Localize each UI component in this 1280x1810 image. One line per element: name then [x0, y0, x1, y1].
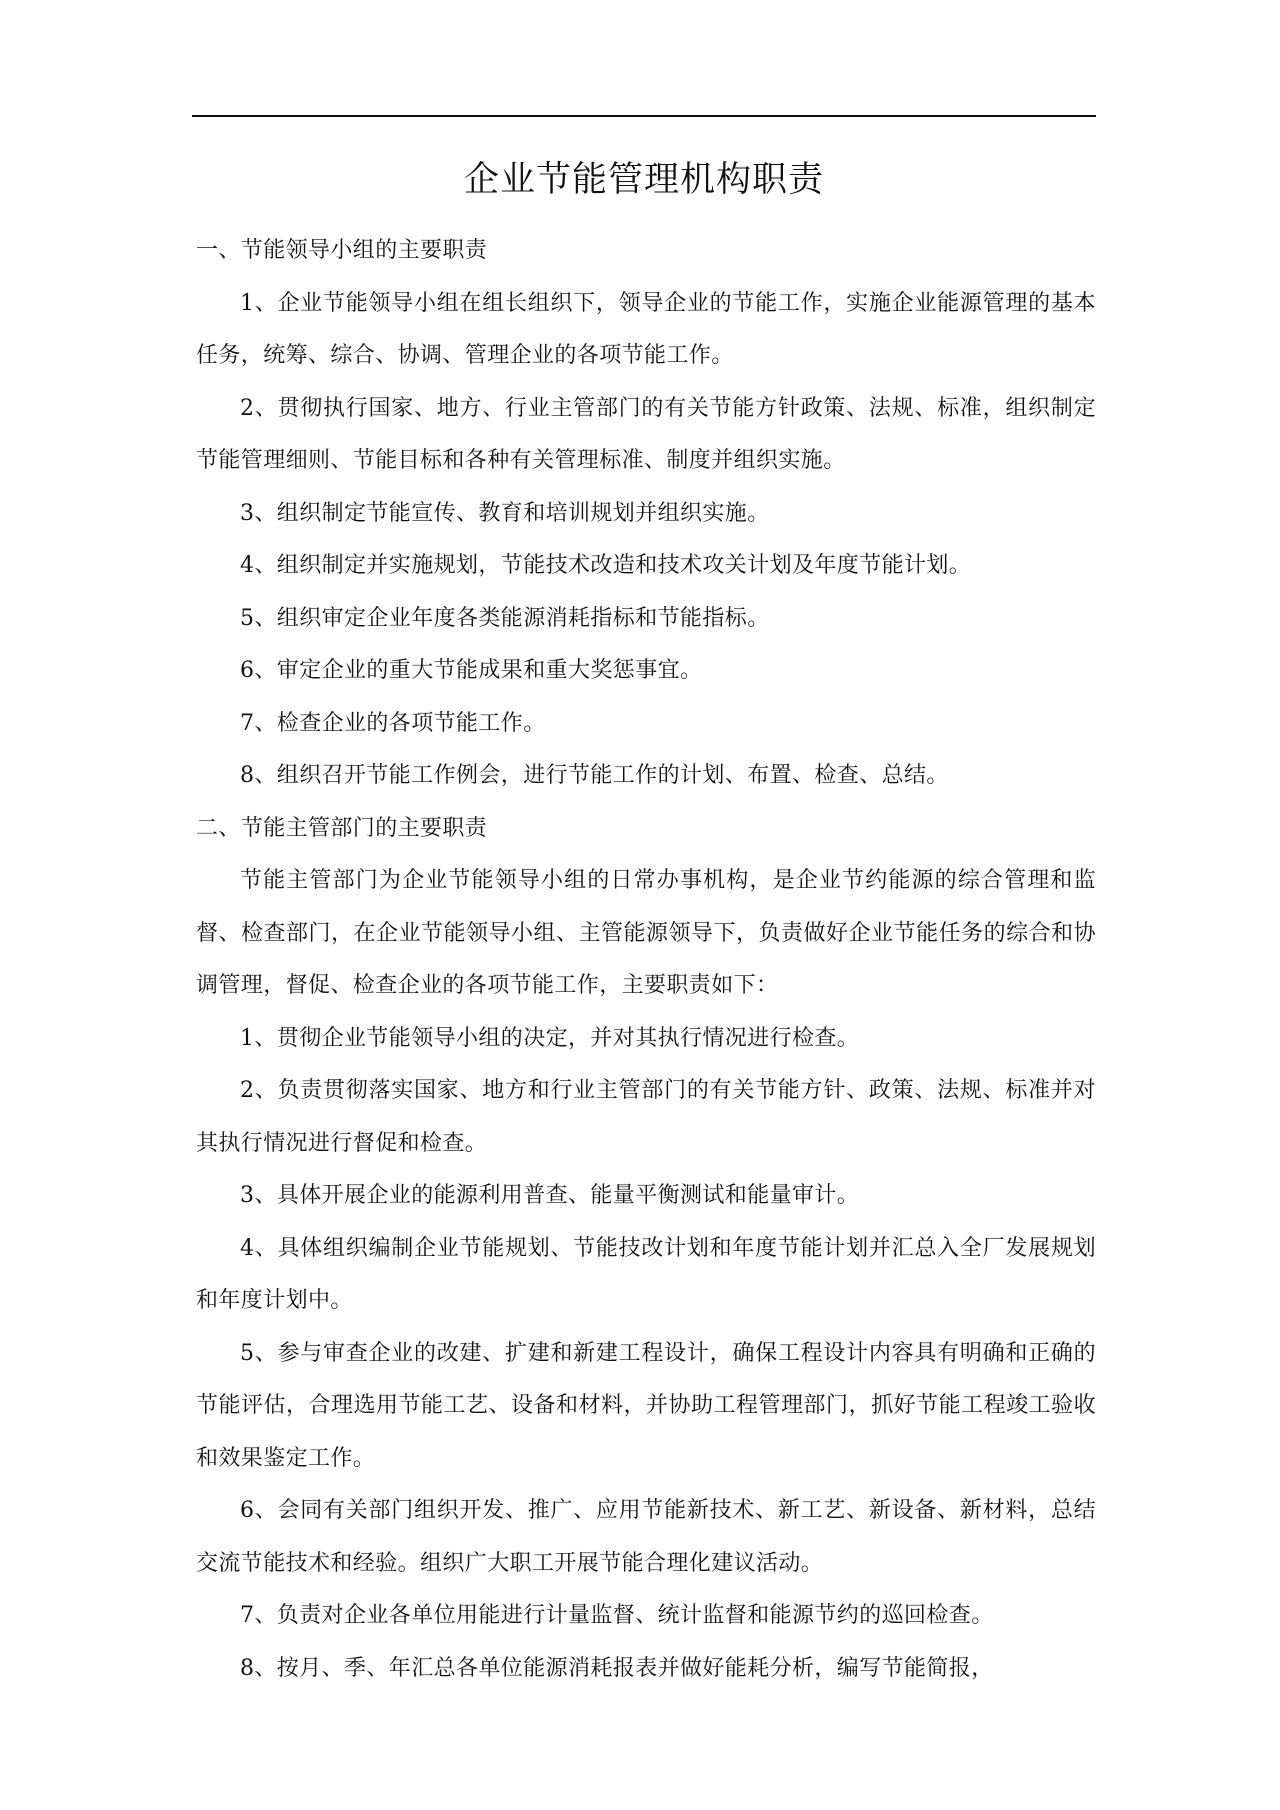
section1-item: 4、组织制定并实施规划，节能技术改造和技术攻关计划及年度节能计划。 — [240, 553, 972, 578]
section2-item: 3、具体开展企业的能源利用普查、能量平衡测试和能量审计。 — [240, 1183, 860, 1208]
section2-item: 8、按月、季、年汇总各单位能源消耗报表并做好能耗分析，编写节能简报， — [240, 1655, 994, 1681]
section2-item: 1、贯彻企业节能领导小组的决定，并对其执行情况进行检查。 — [240, 1025, 860, 1051]
document-body — [196, 225, 1096, 1695]
section-heading-2: 二、节能主管部门的主要职责 — [196, 815, 488, 841]
section1-item: 5、组织审定企业年度各类能源消耗指标和节能指标。 — [240, 605, 770, 631]
section1-item: 7、检查企业的各项节能工作。 — [240, 710, 546, 736]
section2-item: 5、参与审查企业的改建、扩建和新建工程设计，确保工程设计内容具有明确和正确的节能评估，合理选用节能工艺、设备和材料，并协助工程管理部门，抓好节能工程竣工验收和效果鉴定工作。 — [196, 1340, 1096, 1471]
section2-item: 4、具体组织编制企业节能规划、节能技改计划和年度节能计划并汇总入全厂发展规划和年度计划中。 — [196, 1235, 1096, 1313]
section2-intro: 节能主管部门为企业节能领导小组的日常办事机构，是企业节约能源的综合管理和监督、检查部门，在企业节能领导小组、主管能源领导下，负责做好企业节能任务的综合和协调管理，督促、检查企业的各项节能工作，主要职责如下： — [196, 868, 1096, 998]
section1-item: 3、组织制定节能宣传、教育和培训规划并组织实施。 — [240, 500, 770, 526]
header-rule — [192, 115, 1096, 117]
document-title: 企业节能管理机构职责 — [463, 160, 824, 200]
section1-item: 2、贯彻执行国家、地方、行业主管部门的有关节能方针政策、法规、标准，组织制定节能管理细则、节能目标和各种有关管理标准、制度并组织实施。 — [196, 395, 1096, 473]
section1-item: 6、审定企业的重大节能成果和重大奖惩事宜。 — [240, 658, 703, 683]
section1-item: 1、企业节能领导小组在组长组织下，领导企业的节能工作，实施企业能源管理的基本任务，统筹、综合、协调、管理企业的各项节能工作。 — [196, 290, 1096, 368]
section2-item: 7、负责对企业各单位用能进行计量监督、统计监督和能源节约的巡回检查。 — [240, 1603, 994, 1628]
section2-item: 2、负责贯彻落实国家、地方和行业主管部门的有关节能方针、政策、法规、标准并对其执行情况进行督促和检查。 — [196, 1078, 1096, 1156]
section1-item: 8、组织召开节能工作例会，进行节能工作的计划、布置、检查、总结。 — [240, 763, 949, 788]
section-heading-1: 一、节能领导小组的主要职责 — [196, 238, 488, 263]
section2-item: 6、会同有关部门组织开发、推广、应用节能新技术、新工艺、新设备、新材料，总结交流节能技术和经验。组织广大职工开展节能合理化建议活动。 — [196, 1498, 1096, 1576]
